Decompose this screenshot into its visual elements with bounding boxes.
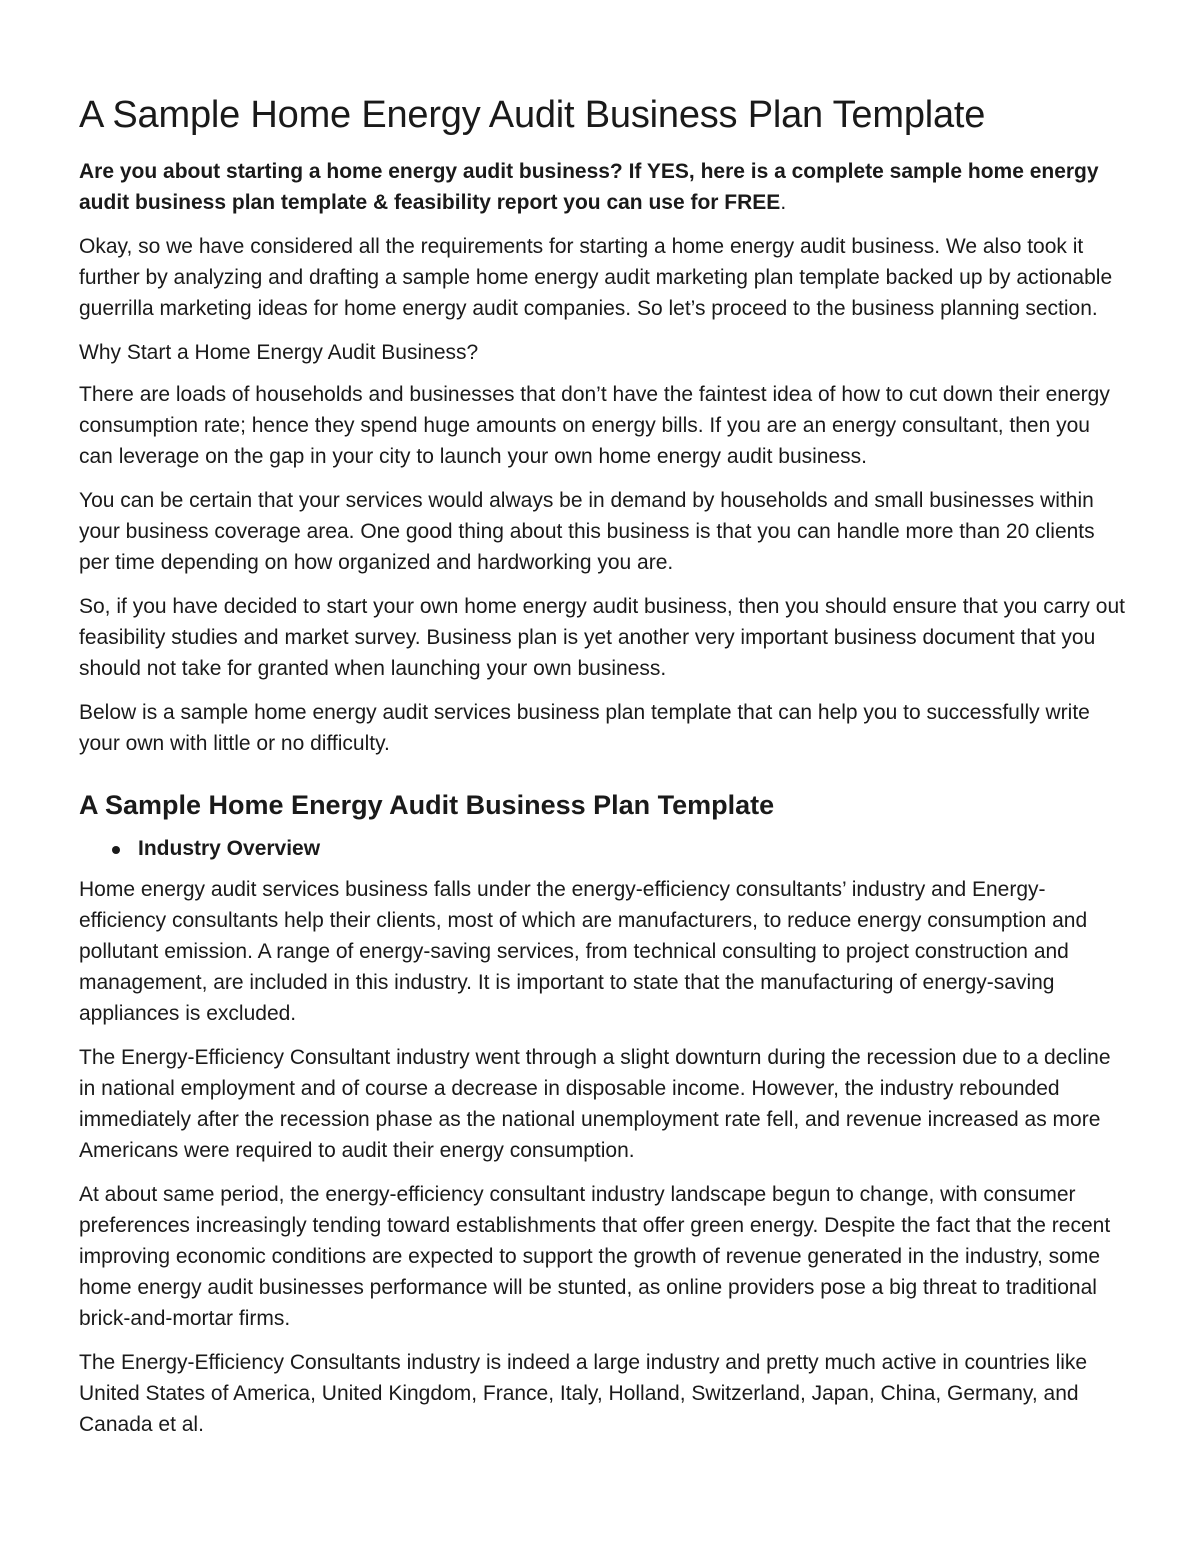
section-heading: A Sample Home Energy Audit Business Plan Template — [79, 790, 775, 820]
list-item — [79, 833, 1129, 864]
document-page — [79, 92, 1129, 1453]
why-heading: Why Start a Home Energy Audit Business? — [79, 341, 479, 364]
bullet-list — [79, 833, 1129, 864]
lead-paragraph — [79, 156, 1129, 218]
industry-paragraph: The Energy-Efficiency Consultants industry is indeed a large industry and pretty much active in countries like United States of America, United Kingdom, France, Italy, Holland, Switzerland, Japan, China, Germany, and Canada et al. — [79, 1351, 1088, 1436]
lead-text: Are you about starting a home energy audit business? If YES, here is a complete sample home energy audit business plan template & feasibility report you can use for FREE — [79, 160, 1099, 214]
bullet-icon — [112, 846, 120, 854]
industry-paragraph: At about same period, the energy-efficiency consultant industry landscape begun to change, with consumer preferences increasingly tending toward establishments that offer green energy. Despite the fact that the recent improving economic conditions are expected to support the growth of revenue generated in the industry, some home energy audit businesses performance will be stunted, as online providers pose a big threat to traditional brick-and-mortar firms. — [79, 1183, 1111, 1330]
lead-end: . — [780, 191, 787, 214]
why-paragraph: Below is a sample home energy audit services business plan template that can help you to successfully write your own with little or no difficulty. — [79, 701, 1090, 755]
why-paragraph: There are loads of households and businesses that don’t have the faintest idea of how to cut down their energy consumption rate; hence they spend huge amounts on energy bills. If you are an energy consultant, then you can leverage on the gap in your city to launch your own home energy audit business. — [79, 383, 1110, 468]
document-title: A Sample Home Energy Audit Business Plan Template — [79, 94, 986, 136]
industry-paragraph: The Energy-Efficiency Consultant industry went through a slight downturn during the recession due to a decline in national employment and of course a decrease in disposable income. However, the industry rebounded immediately after the recession phase as the national unemployment rate fell, and revenue increased as more Americans were required to audit their energy consumption. — [79, 1046, 1111, 1162]
intro-paragraph: Okay, so we have considered all the requirements for starting a home energy audit business. We also took it further by analyzing and drafting a sample home energy audit marketing plan template backed up by actionable guerrilla marketing ideas for home energy audit companies. So let’s proceed to the business planning section. — [79, 235, 1113, 320]
why-paragraph: You can be certain that your services would always be in demand by households and small businesses within your business coverage area. One good thing about this business is that you can handle more than 20 clients per time depending on how organized and hardworking you are. — [79, 489, 1095, 574]
why-paragraph: So, if you have decided to start your own home energy audit business, then you should ensure that you carry out feasibility studies and market survey. Business plan is yet another very important business document that you should not take for granted when launching your own business. — [79, 595, 1125, 680]
bullet-label: Industry Overview — [138, 837, 321, 860]
industry-paragraph: Home energy audit services business falls under the energy-efficiency consultants’ industry and Energy-efficiency consultants help their clients, most of which are manufacturers, to reduce energy consumption and pollutant emission. A range of energy-saving services, from technical consulting to project construction and management, are included in this industry. It is important to state that the manufacturing of energy-saving appliances is excluded. — [79, 878, 1088, 1025]
